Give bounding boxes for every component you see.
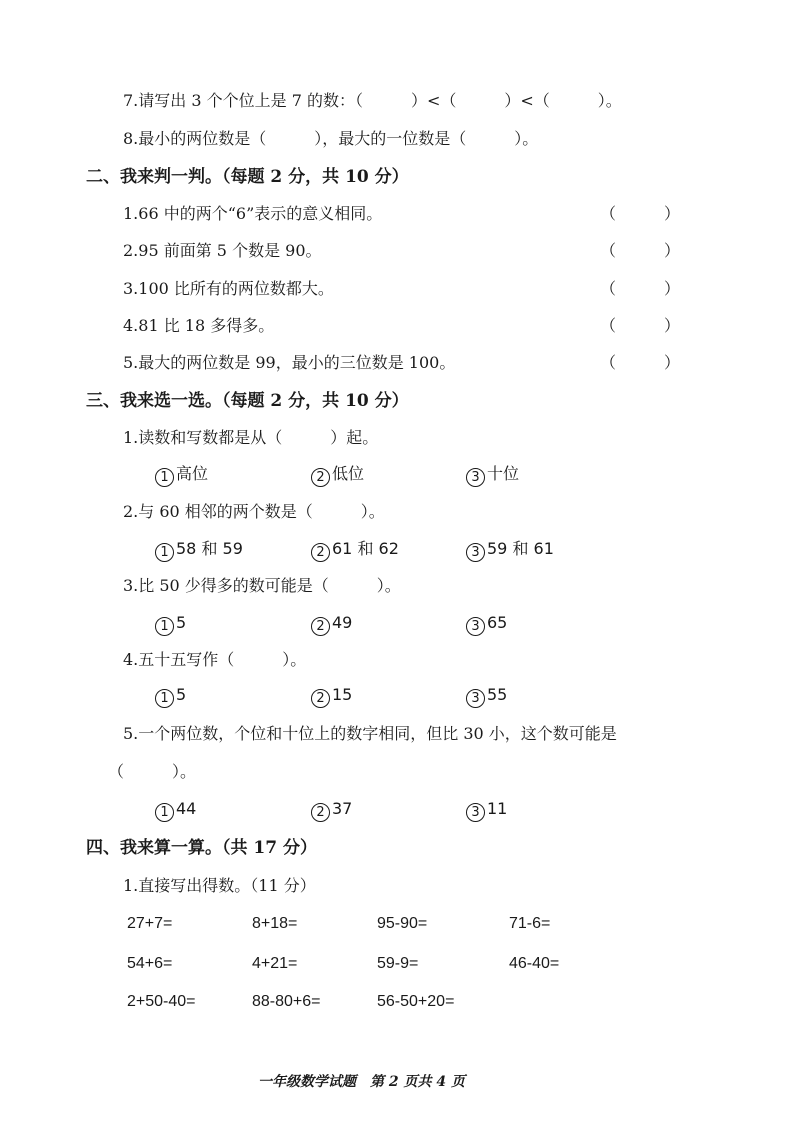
- choice-question-4: 4.五十五写作（ ）。: [123, 650, 307, 669]
- circled-number-icon: 1: [155, 543, 174, 562]
- option-text: 44: [176, 799, 197, 818]
- choice-3-option-1[interactable]: [155, 612, 186, 636]
- judge-answer-4[interactable]: （ ）: [600, 316, 681, 335]
- option-text: 十位: [487, 464, 520, 483]
- calc-item[interactable]: 59-9=: [377, 955, 419, 972]
- choice-2-option-1[interactable]: [155, 538, 243, 562]
- question-1-8: 8.最小的两位数是（ ），最大的一位数是（ ）。: [123, 129, 539, 148]
- choice-3-option-3[interactable]: [466, 612, 507, 636]
- circled-number-icon: 1: [155, 803, 174, 822]
- section-title-choose: 三、我来选一选。（每题 2 分，共 10 分）: [86, 391, 409, 411]
- judge-item-5: 5.最大的两位数是 99，最小的三位数是 100。: [123, 353, 456, 372]
- choice-1-option-3[interactable]: [466, 463, 519, 487]
- option-text: 58 和 59: [176, 539, 243, 558]
- option-text: 低位: [332, 464, 365, 483]
- option-text: 49: [332, 613, 353, 632]
- calc-item[interactable]: 2+50-40=: [127, 993, 196, 1010]
- question-1-7: 7.请写出 3 个个位上是 7 的数：（ ）<（ ）<（ ）。: [123, 91, 622, 110]
- choice-3-option-2[interactable]: [311, 612, 352, 636]
- judge-item-4: 4.81 比 18 多得多。: [123, 316, 275, 335]
- circled-number-icon: 3: [466, 803, 485, 822]
- option-text: 15: [332, 685, 353, 704]
- judge-answer-3[interactable]: （ ）: [600, 279, 681, 298]
- choice-4-option-3[interactable]: [466, 684, 507, 708]
- option-text: 5: [176, 685, 187, 704]
- calc-item[interactable]: 46-40=: [509, 955, 560, 972]
- calc-subtitle: 1.直接写出得数。（11 分）: [123, 876, 316, 895]
- circled-number-icon: 2: [311, 617, 330, 636]
- judge-answer-2[interactable]: （ ）: [600, 241, 681, 260]
- circled-number-icon: 3: [466, 689, 485, 708]
- circled-number-icon: 3: [466, 543, 485, 562]
- choice-5-option-1[interactable]: [155, 798, 196, 822]
- option-text: 61 和 62: [332, 539, 399, 558]
- section-title-calculate: 四、我来算一算。（共 17 分）: [86, 838, 317, 858]
- judge-item-1: 1.66 中的两个“6”表示的意义相同。: [123, 204, 383, 223]
- choice-question-1: 1.读数和写数都是从（ ）起。: [123, 428, 379, 447]
- choice-5-option-2[interactable]: [311, 798, 352, 822]
- option-text: 55: [487, 685, 508, 704]
- option-text: 5: [176, 613, 187, 632]
- judge-answer-5[interactable]: （ ）: [600, 353, 681, 372]
- judge-answer-1[interactable]: （ ）: [600, 204, 681, 223]
- circled-number-icon: 2: [311, 689, 330, 708]
- calc-item[interactable]: 8+18=: [252, 915, 298, 932]
- choice-question-5: 5.一个两位数，个位和十位上的数字相同，但比 30 小，这个数可能是: [123, 724, 617, 743]
- choice-question-5-cont: （ ）。: [108, 762, 197, 781]
- choice-1-option-1[interactable]: [155, 463, 208, 487]
- option-text: 59 和 61: [487, 539, 554, 558]
- calc-item[interactable]: 71-6=: [509, 915, 551, 932]
- choice-2-option-3[interactable]: [466, 538, 554, 562]
- calc-item[interactable]: 88-80+6=: [252, 993, 321, 1010]
- judge-item-3: 3.100 比所有的两位数都大。: [123, 279, 334, 298]
- option-text: 37: [332, 799, 353, 818]
- choice-5-option-3[interactable]: [466, 798, 507, 822]
- calc-item[interactable]: 56-50+20=: [377, 993, 455, 1010]
- circled-number-icon: 1: [155, 468, 174, 487]
- choice-question-2: 2.与 60 相邻的两个数是（ ）。: [123, 502, 385, 521]
- calc-item[interactable]: 27+7=: [127, 915, 173, 932]
- circled-number-icon: 3: [466, 617, 485, 636]
- circled-number-icon: 2: [311, 543, 330, 562]
- section-title-judge: 二、我来判一判。（每题 2 分，共 10 分）: [86, 167, 409, 187]
- judge-item-2: 2.95 前面第 5 个数是 90。: [123, 241, 322, 260]
- circled-number-icon: 1: [155, 617, 174, 636]
- choice-4-option-2[interactable]: [311, 684, 352, 708]
- calc-item[interactable]: 54+6=: [127, 955, 173, 972]
- option-text: 高位: [176, 464, 209, 483]
- calc-item[interactable]: 95-90=: [377, 915, 428, 932]
- choice-question-3: 3.比 50 少得多的数可能是（ ）。: [123, 576, 401, 595]
- calc-item[interactable]: 4+21=: [252, 955, 298, 972]
- page-footer: 一年级数学试题 第 2 页共 4 页: [258, 1074, 465, 1090]
- circled-number-icon: 2: [311, 803, 330, 822]
- option-text: 65: [487, 613, 508, 632]
- option-text: 11: [487, 799, 508, 818]
- circled-number-icon: 2: [311, 468, 330, 487]
- choice-1-option-2[interactable]: [311, 463, 364, 487]
- circled-number-icon: 3: [466, 468, 485, 487]
- choice-2-option-2[interactable]: [311, 538, 399, 562]
- choice-4-option-1[interactable]: [155, 684, 186, 708]
- circled-number-icon: 1: [155, 689, 174, 708]
